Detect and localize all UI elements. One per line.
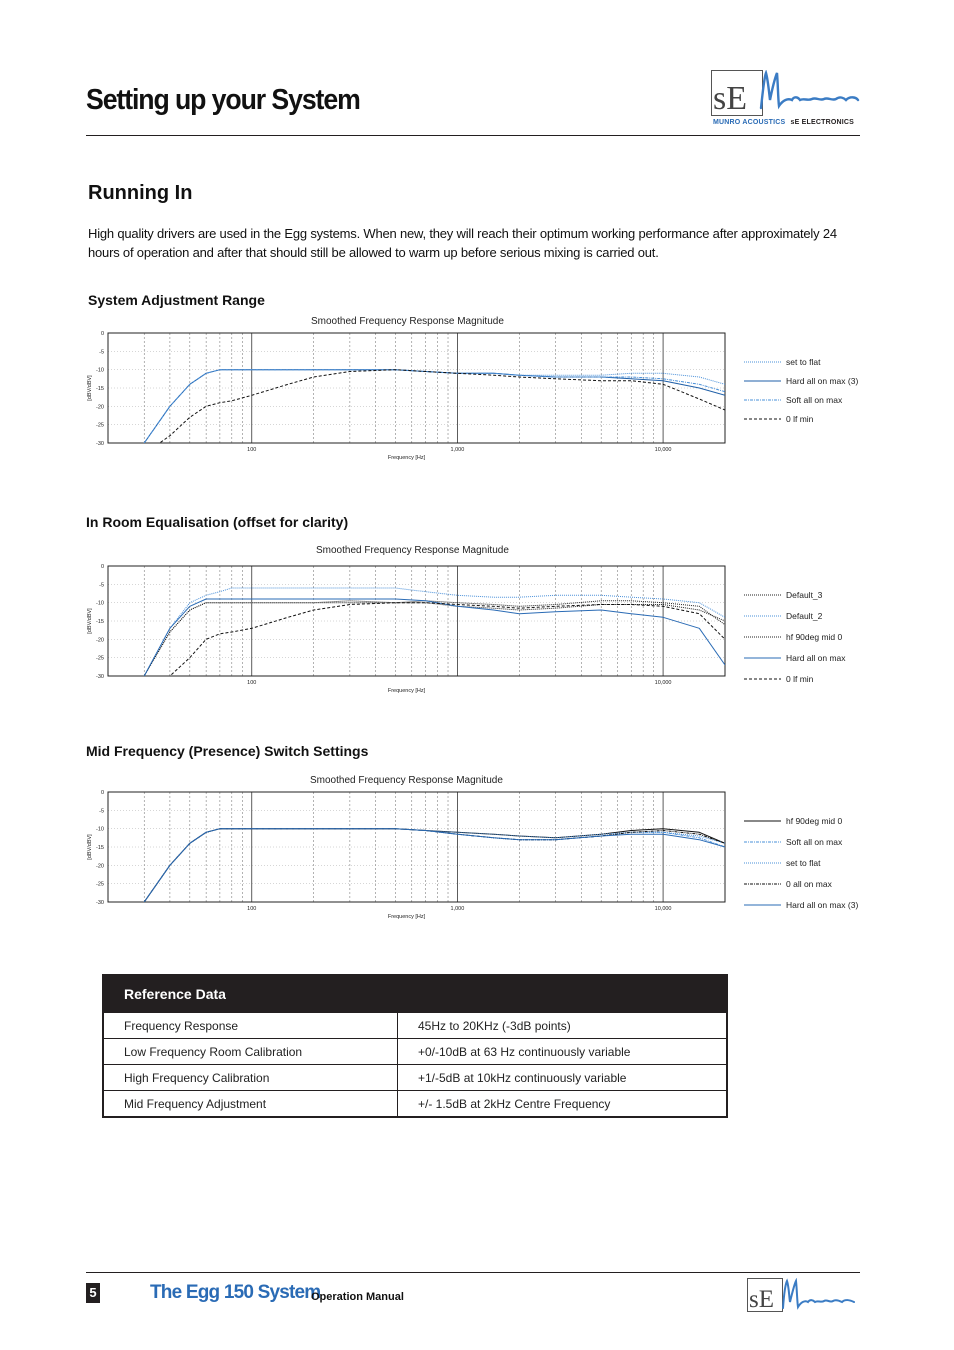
series-line bbox=[144, 370, 725, 454]
y-tick-label: -25 bbox=[96, 655, 104, 662]
page-title: Setting up your System bbox=[86, 84, 360, 116]
legend-label: Default_2 bbox=[786, 611, 823, 621]
chart-legend bbox=[744, 816, 858, 910]
section-title: Running In bbox=[88, 182, 193, 204]
y-tick-label: -10 bbox=[96, 826, 104, 833]
y-tick-label: -10 bbox=[96, 600, 104, 607]
logo-caption-right: sE ELECTRONICS bbox=[790, 119, 854, 126]
chart-heading-2: In Room Equalisation (offset for clarity) bbox=[86, 514, 349, 530]
reference-table-wrapper bbox=[102, 974, 728, 1118]
x-tick-label: 100 bbox=[247, 680, 257, 686]
series-group bbox=[144, 370, 725, 454]
legend-label: hf 90deg mid 0 bbox=[786, 816, 843, 826]
y-tick-label: -30 bbox=[96, 441, 104, 447]
chart-grid bbox=[108, 792, 725, 902]
y-tick-label: 0 bbox=[100, 331, 104, 337]
ref-value: +0/-10dB at 63 Hz continuously variable bbox=[398, 1039, 728, 1065]
y-tick-label: -15 bbox=[96, 386, 104, 392]
x-axis-label: Frequency [Hz] bbox=[387, 688, 426, 694]
ref-value: +1/-5dB at 10kHz continuously variable bbox=[398, 1065, 728, 1091]
series-line bbox=[144, 603, 725, 687]
chart-system-adjustment bbox=[84, 330, 874, 465]
plot-frame bbox=[108, 333, 725, 443]
legend-label: Soft all on max bbox=[786, 837, 843, 847]
legend-label: Hard all on max (3) bbox=[786, 376, 859, 386]
header-divider bbox=[86, 135, 860, 136]
legend-label: 0 lf min bbox=[786, 674, 814, 684]
brand-logo bbox=[711, 70, 763, 116]
ref-label: Low Frequency Room Calibration bbox=[103, 1039, 398, 1065]
table-row bbox=[103, 1091, 727, 1118]
svg-text:sE: sE bbox=[713, 80, 747, 115]
series-line bbox=[144, 599, 725, 676]
legend-label: 0 lf min bbox=[786, 414, 814, 424]
y-tick-label: -30 bbox=[96, 900, 104, 906]
legend-label: hf 90deg mid 0 bbox=[786, 632, 843, 642]
chart-mid-frequency bbox=[84, 789, 874, 924]
chart-heading-1: System Adjustment Range bbox=[88, 292, 265, 308]
legend-label: 0 all on max bbox=[786, 879, 832, 889]
footer-subtitle: Operation Manual bbox=[311, 1291, 404, 1303]
footer-divider bbox=[86, 1272, 860, 1273]
footer-munro-script bbox=[780, 1278, 860, 1310]
munro-script-logo bbox=[758, 70, 862, 110]
intro-paragraph: High quality drivers are used in the Egg systems. When new, they will reach their optimum working performance after approximately 24 hours of operation and after that should still be allowed to warm up before serious mixing is carried out. bbox=[88, 226, 837, 260]
y-tick-label: -5 bbox=[99, 808, 104, 815]
y-tick-label: -5 bbox=[99, 582, 104, 589]
legend-label: set to flat bbox=[786, 357, 821, 367]
plot-frame bbox=[108, 792, 725, 902]
series-line bbox=[144, 601, 725, 676]
y-axis-label: [dBV/dBV] bbox=[87, 834, 93, 860]
y-tick-label: 0 bbox=[100, 790, 104, 796]
y-tick-label: -20 bbox=[96, 404, 104, 411]
ref-label: Mid Frequency Adjustment bbox=[103, 1091, 398, 1118]
chart-heading-3: Mid Frequency (Presence) Switch Settings bbox=[86, 743, 369, 759]
y-axis-label: [dBV/dBV] bbox=[87, 608, 93, 634]
footer-logo bbox=[747, 1278, 783, 1312]
y-tick-label: -10 bbox=[96, 367, 104, 374]
y-tick-label: -20 bbox=[96, 863, 104, 870]
chart-in-room-eq bbox=[84, 563, 874, 698]
chart-grid bbox=[108, 333, 725, 443]
y-tick-label: -25 bbox=[96, 881, 104, 888]
table-row bbox=[103, 1065, 727, 1091]
logo-caption-left: MUNRO ACOUSTICS bbox=[713, 119, 786, 126]
chart-grid bbox=[108, 566, 725, 676]
chart-legend bbox=[744, 357, 858, 424]
y-axis-label: [dBV/dBV] bbox=[87, 375, 93, 401]
x-axis-label: Frequency [Hz] bbox=[387, 914, 426, 920]
x-axis-label: Frequency [Hz] bbox=[387, 455, 426, 461]
y-tick-label: -30 bbox=[96, 674, 104, 680]
x-tick-label: 100 bbox=[247, 447, 257, 453]
y-tick-label: -15 bbox=[96, 845, 104, 851]
x-tick-label: 10,000 bbox=[654, 680, 672, 686]
table-row bbox=[103, 1013, 727, 1039]
legend-label: Default_3 bbox=[786, 590, 823, 600]
x-tick-label: 10,000 bbox=[654, 906, 672, 912]
ref-label: Frequency Response bbox=[103, 1013, 398, 1039]
chart-legend bbox=[744, 590, 846, 684]
chart-title-3: Smoothed Frequency Response Magnitude bbox=[310, 775, 503, 786]
plot-frame bbox=[108, 566, 725, 676]
ref-value: +/- 1.5dB at 2kHz Centre Frequency bbox=[398, 1091, 728, 1118]
y-tick-label: -5 bbox=[99, 349, 104, 356]
legend-label: set to flat bbox=[786, 858, 821, 868]
y-tick-label: 0 bbox=[100, 564, 104, 570]
x-tick-label: 1,000 bbox=[450, 447, 465, 453]
y-tick-label: -15 bbox=[96, 619, 104, 625]
x-tick-label: 100 bbox=[247, 906, 257, 912]
ref-label: High Frequency Calibration bbox=[103, 1065, 398, 1091]
table-row bbox=[103, 1039, 727, 1065]
x-tick-label: 1,000 bbox=[450, 906, 465, 912]
logo-caption bbox=[713, 119, 854, 126]
footer-se-letters bbox=[748, 1279, 782, 1311]
legend-label: Hard all on max bbox=[786, 653, 846, 663]
reference-table bbox=[102, 974, 728, 1118]
legend-label: Soft all on max bbox=[786, 395, 843, 405]
y-tick-label: -25 bbox=[96, 422, 104, 429]
chart-title-2: Smoothed Frequency Response Magnitude bbox=[316, 545, 509, 556]
legend-label: Hard all on max (3) bbox=[786, 900, 859, 910]
x-tick-label: 10,000 bbox=[654, 447, 672, 453]
chart-title-1: Smoothed Frequency Response Magnitude bbox=[311, 316, 504, 327]
y-tick-label: -20 bbox=[96, 637, 104, 644]
svg-text:sE: sE bbox=[749, 1286, 774, 1311]
reference-heading: Reference Data bbox=[103, 975, 727, 1013]
ref-value: 45Hz to 20KHz (-3dB points) bbox=[398, 1013, 728, 1039]
footer-product-title: The Egg 150 System bbox=[150, 1282, 321, 1303]
se-logo-letters bbox=[712, 71, 762, 115]
page-number: 5 bbox=[86, 1283, 100, 1303]
